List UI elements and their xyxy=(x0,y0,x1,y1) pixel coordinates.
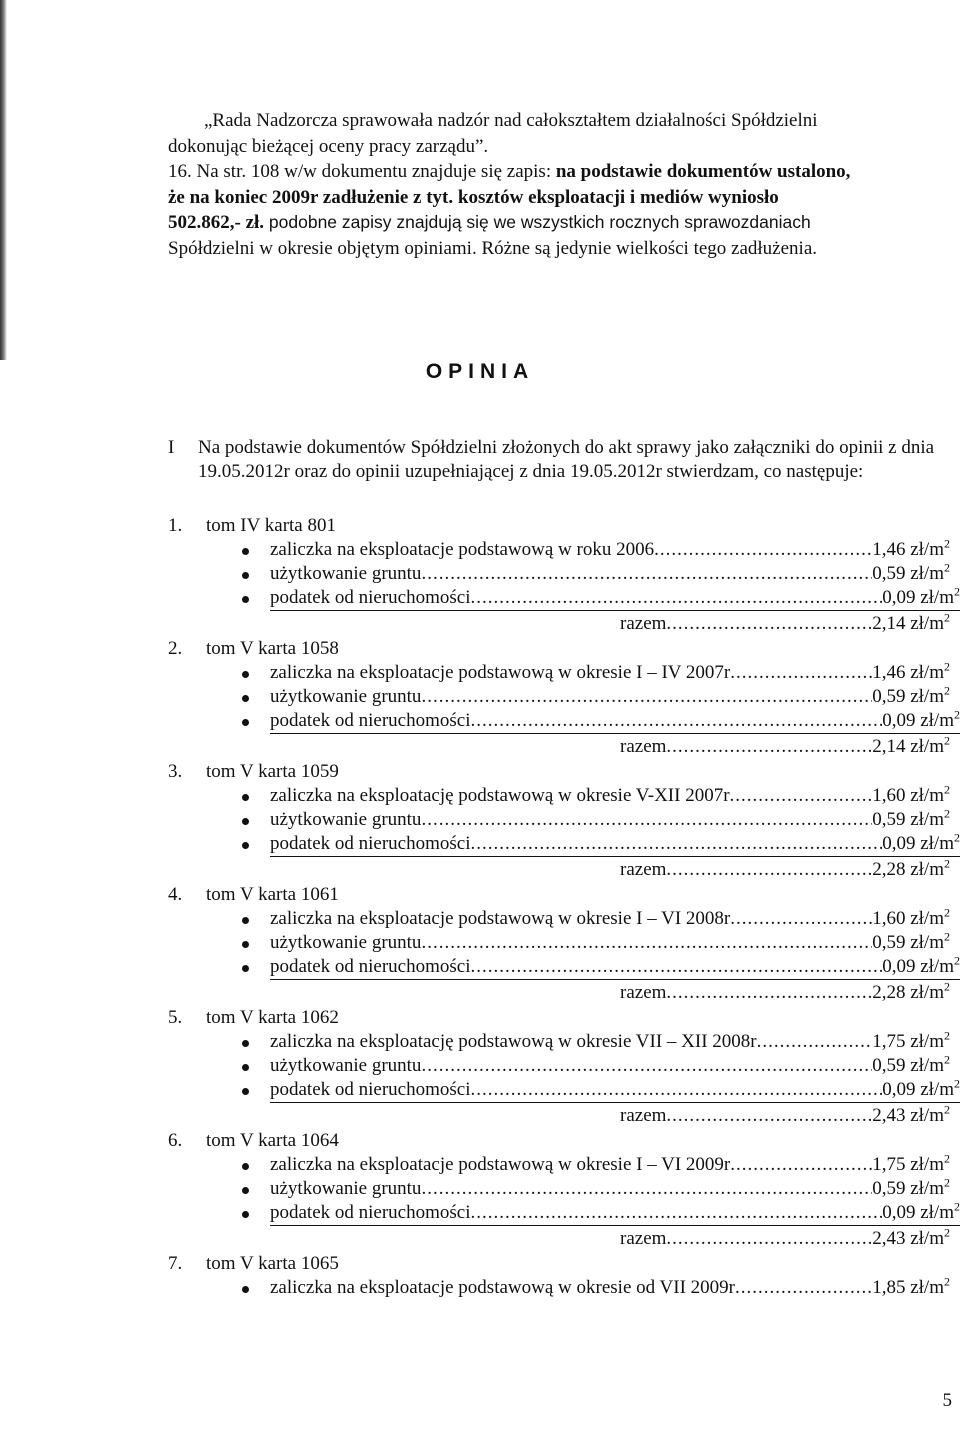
cost-value: 1,46 $zł/m^2$ xyxy=(872,536,950,560)
cost-value: 0,59 $zł/m^2$ xyxy=(872,683,950,707)
item-title: tom IV karta 801 xyxy=(206,515,336,536)
cost-label: użytkowanie gruntu xyxy=(270,809,422,830)
cost-value: 0,59 $zł/m^2$ xyxy=(872,560,950,584)
item-number: 3. xyxy=(168,761,183,782)
bullet-icon xyxy=(242,842,249,849)
list-item xyxy=(168,514,958,637)
cost-value: 0,09 $zł/m^2$ xyxy=(882,953,960,977)
cost-row xyxy=(270,955,960,980)
item-title: tom V karta 1065 xyxy=(206,1253,339,1274)
cost-value: 0,59 $zł/m^2$ xyxy=(872,929,950,953)
list-item xyxy=(168,883,958,1006)
cost-value: 0,09 $zł/m^2$ xyxy=(882,584,960,608)
bullet-icon xyxy=(242,596,249,603)
cost-label: zaliczka na eksploatacje podstawową w okresie I – VI 2009r xyxy=(270,1154,731,1175)
cost-row xyxy=(270,1177,950,1201)
total-label: razem xyxy=(620,1228,667,1249)
cost-value: 1,75 $zł/m^2$ xyxy=(872,1151,950,1175)
bullet-icon xyxy=(242,1286,249,1293)
bullet-icon xyxy=(242,719,249,726)
cost-label: użytkowanie gruntu xyxy=(270,1055,422,1076)
cost-label: podatek od nieruchomości xyxy=(270,1079,471,1100)
dot-leader xyxy=(421,1054,872,1078)
dot-leader xyxy=(735,1276,872,1300)
dot-leader xyxy=(471,955,883,979)
bullet-icon xyxy=(242,572,249,579)
bullet-icon xyxy=(242,917,249,924)
total-row xyxy=(168,611,958,637)
cost-row xyxy=(270,931,950,955)
p16-bold: na podstawie dokumentów ustalono, xyxy=(555,161,851,182)
cost-row xyxy=(270,586,960,611)
list-item xyxy=(168,1252,958,1300)
bullet-icon xyxy=(242,941,249,948)
total-label: razem xyxy=(620,859,667,880)
cost-label: zaliczka na eksploatację podstawową w okresie VII – XII 2008r xyxy=(270,1031,757,1052)
bullet-icon xyxy=(242,965,249,972)
p16-start: 16. Na str. 108 w/w dokumentu znajduje się zapis: xyxy=(168,161,556,182)
p16-bold: 502.862,- zł. xyxy=(168,212,265,233)
page-number: 5 xyxy=(942,1390,952,1411)
cost-label: podatek od nieruchomości xyxy=(270,833,471,854)
dot-leader xyxy=(730,784,873,808)
cost-value: 1,60 $zł/m^2$ xyxy=(872,782,950,806)
section-numeral: I xyxy=(168,437,175,458)
cost-value: 1,85 $zł/m^2$ xyxy=(872,1274,950,1298)
bullet-icon xyxy=(242,1163,249,1170)
bullet-icon xyxy=(242,695,249,702)
cost-label: użytkowanie gruntu xyxy=(270,932,422,953)
total-value: 2,28 $zł/m^2$ xyxy=(872,856,950,880)
item-number: 4. xyxy=(168,884,183,905)
item-heading xyxy=(168,760,958,784)
cost-label: użytkowanie gruntu xyxy=(270,1178,422,1199)
item-heading xyxy=(168,514,958,538)
cost-label: zaliczka na eksploatacje podstawową w okresie od VII 2009r xyxy=(270,1277,735,1298)
item-title: tom V karta 1059 xyxy=(206,761,339,782)
cost-row xyxy=(270,784,950,808)
p16-rest: Spółdzielni w okresie objętym opiniami. xyxy=(168,237,477,259)
item-title: tom V karta 1062 xyxy=(206,1007,339,1028)
cost-row xyxy=(270,538,950,562)
cost-value: 0,59 $zł/m^2$ xyxy=(872,1052,950,1076)
total-label: razem xyxy=(620,1105,667,1126)
p16-rest: Różne są jedynie wielkości tego zadłużenia. xyxy=(476,237,818,259)
list-item xyxy=(168,1006,958,1129)
cost-row xyxy=(270,709,960,734)
cost-value: 1,60 $zł/m^2$ xyxy=(872,905,950,929)
item-heading xyxy=(168,883,958,907)
total-label: razem xyxy=(620,736,667,757)
dot-leader xyxy=(666,1103,872,1129)
dot-leader xyxy=(471,1078,883,1102)
list-item xyxy=(168,760,958,883)
total-value: 2,28 $zł/m^2$ xyxy=(872,979,950,1003)
bullet-icon xyxy=(242,671,249,678)
item-title: tom V karta 1061 xyxy=(206,884,339,905)
bullet-icon xyxy=(242,794,249,801)
dot-leader xyxy=(730,907,872,931)
bullet-icon xyxy=(242,1040,249,1047)
item-number: 5. xyxy=(168,1007,183,1028)
item-title: tom V karta 1064 xyxy=(206,1130,339,1151)
item-heading xyxy=(168,1252,958,1276)
cost-row xyxy=(270,685,950,709)
cost-label: zaliczka na eksploatacje podstawową w okresie I – VI 2008r xyxy=(270,908,731,929)
total-label: razem xyxy=(620,982,667,1003)
dot-leader xyxy=(471,586,883,610)
cost-label: podatek od nieruchomości xyxy=(270,710,471,731)
dot-leader xyxy=(666,734,872,760)
cost-label: podatek od nieruchomości xyxy=(270,587,471,608)
bullet-icon xyxy=(242,1211,249,1218)
cost-value: 0,09 $zł/m^2$ xyxy=(882,1076,960,1100)
cost-value: 1,46 $zł/m^2$ xyxy=(872,659,950,683)
cost-row xyxy=(270,562,950,586)
cost-row xyxy=(270,1201,960,1226)
cost-row xyxy=(270,907,950,931)
total-value: 2,14 $zł/m^2$ xyxy=(872,733,950,757)
section-text: Na podstawie dokumentów Spółdzielni złożonych do akt sprawy jako załączniki do opinii z dnia 19.05.2012r oraz do opinii uzupełniającej z dnia 19.05.2012r stwierdzam, co następuje: xyxy=(198,437,935,482)
cost-value: 0,59 $zł/m^2$ xyxy=(872,1175,950,1199)
dot-leader xyxy=(730,1153,872,1177)
item-number: 1. xyxy=(168,515,183,536)
p16-bold: że na koniec 2009r zadłużenie z tyt. kosztów eksploatacji i mediów wyniosło xyxy=(168,186,779,208)
dot-leader xyxy=(666,611,872,637)
items-list xyxy=(168,514,958,1300)
total-row xyxy=(168,1103,958,1129)
section-paragraph xyxy=(168,436,958,484)
item-number: 6. xyxy=(168,1130,183,1151)
item-heading xyxy=(168,1129,958,1153)
cost-value: 0,09 $zł/m^2$ xyxy=(882,707,960,731)
cost-value: 0,09 $zł/m^2$ xyxy=(882,1199,960,1223)
dot-leader xyxy=(421,685,872,709)
cost-value: 0,59 $zł/m^2$ xyxy=(872,806,950,830)
intro-text xyxy=(168,108,958,261)
dot-leader xyxy=(666,857,872,883)
total-value: 2,43 $zł/m^2$ xyxy=(872,1102,950,1126)
item-heading xyxy=(168,1006,958,1030)
total-row xyxy=(168,1226,958,1252)
cost-label: zaliczka na eksploatacje podstawową w roku 2006 xyxy=(270,539,655,560)
cost-label: podatek od nieruchomości xyxy=(270,956,471,977)
quote-line: „Rada Nadzorcza sprawowała nadzór nad całokształtem działalności Spółdzielni xyxy=(204,110,818,131)
bullet-icon xyxy=(242,1187,249,1194)
dot-leader xyxy=(421,808,872,832)
dot-leader xyxy=(654,538,872,562)
opinion-title: OPINIA xyxy=(425,360,535,383)
total-row xyxy=(168,980,958,1006)
bullet-icon xyxy=(242,818,249,825)
cost-value: 0,09 $zł/m^2$ xyxy=(882,830,960,854)
dot-leader xyxy=(471,1201,883,1225)
cost-label: użytkowanie gruntu xyxy=(270,686,422,707)
bullet-icon xyxy=(242,548,249,555)
cost-row xyxy=(270,1276,950,1300)
cost-label: podatek od nieruchomości xyxy=(270,1202,471,1223)
dot-leader xyxy=(421,1177,872,1201)
cost-row xyxy=(270,832,960,857)
item-number: 2. xyxy=(168,638,183,659)
scan-edge xyxy=(0,0,7,360)
bullet-icon xyxy=(242,1064,249,1071)
dot-leader xyxy=(471,709,883,733)
dot-leader xyxy=(730,661,872,685)
cost-row xyxy=(270,1153,950,1177)
item-number: 7. xyxy=(168,1253,183,1274)
dot-leader xyxy=(421,562,872,586)
cost-row xyxy=(270,661,950,685)
quote-line: dokonując bieżącej oceny pracy zarządu”. xyxy=(168,135,489,157)
cost-label: zaliczka na eksploatacje podstawową w okresie I – IV 2007r xyxy=(270,662,731,683)
bullet-icon xyxy=(242,1088,249,1095)
cost-row xyxy=(270,808,950,832)
dot-leader xyxy=(421,931,872,955)
cost-row xyxy=(270,1078,960,1103)
paragraph-16 xyxy=(168,159,958,261)
list-item xyxy=(168,1129,958,1252)
dot-leader xyxy=(471,832,883,856)
dot-leader xyxy=(757,1030,873,1054)
cost-row xyxy=(270,1054,950,1078)
dot-leader xyxy=(666,980,872,1006)
cost-row xyxy=(270,1030,950,1054)
total-label: razem xyxy=(620,613,667,634)
dot-leader xyxy=(666,1226,872,1252)
total-row xyxy=(168,857,958,883)
list-item xyxy=(168,637,958,760)
p16-rest: podobne zapisy znajdują się we wszystkich rocznych sprawozdaniach xyxy=(264,212,811,232)
item-heading xyxy=(168,637,958,661)
total-value: 2,14 $zł/m^2$ xyxy=(872,610,950,634)
cost-label: użytkowanie gruntu xyxy=(270,563,422,584)
item-title: tom V karta 1058 xyxy=(206,638,339,659)
total-value: 2,43 $zł/m^2$ xyxy=(872,1225,950,1249)
cost-label: zaliczka na eksploatację podstawową w okresie V-XII 2007r xyxy=(270,785,730,806)
cost-value: 1,75 $zł/m^2$ xyxy=(872,1028,950,1052)
total-row xyxy=(168,734,958,760)
